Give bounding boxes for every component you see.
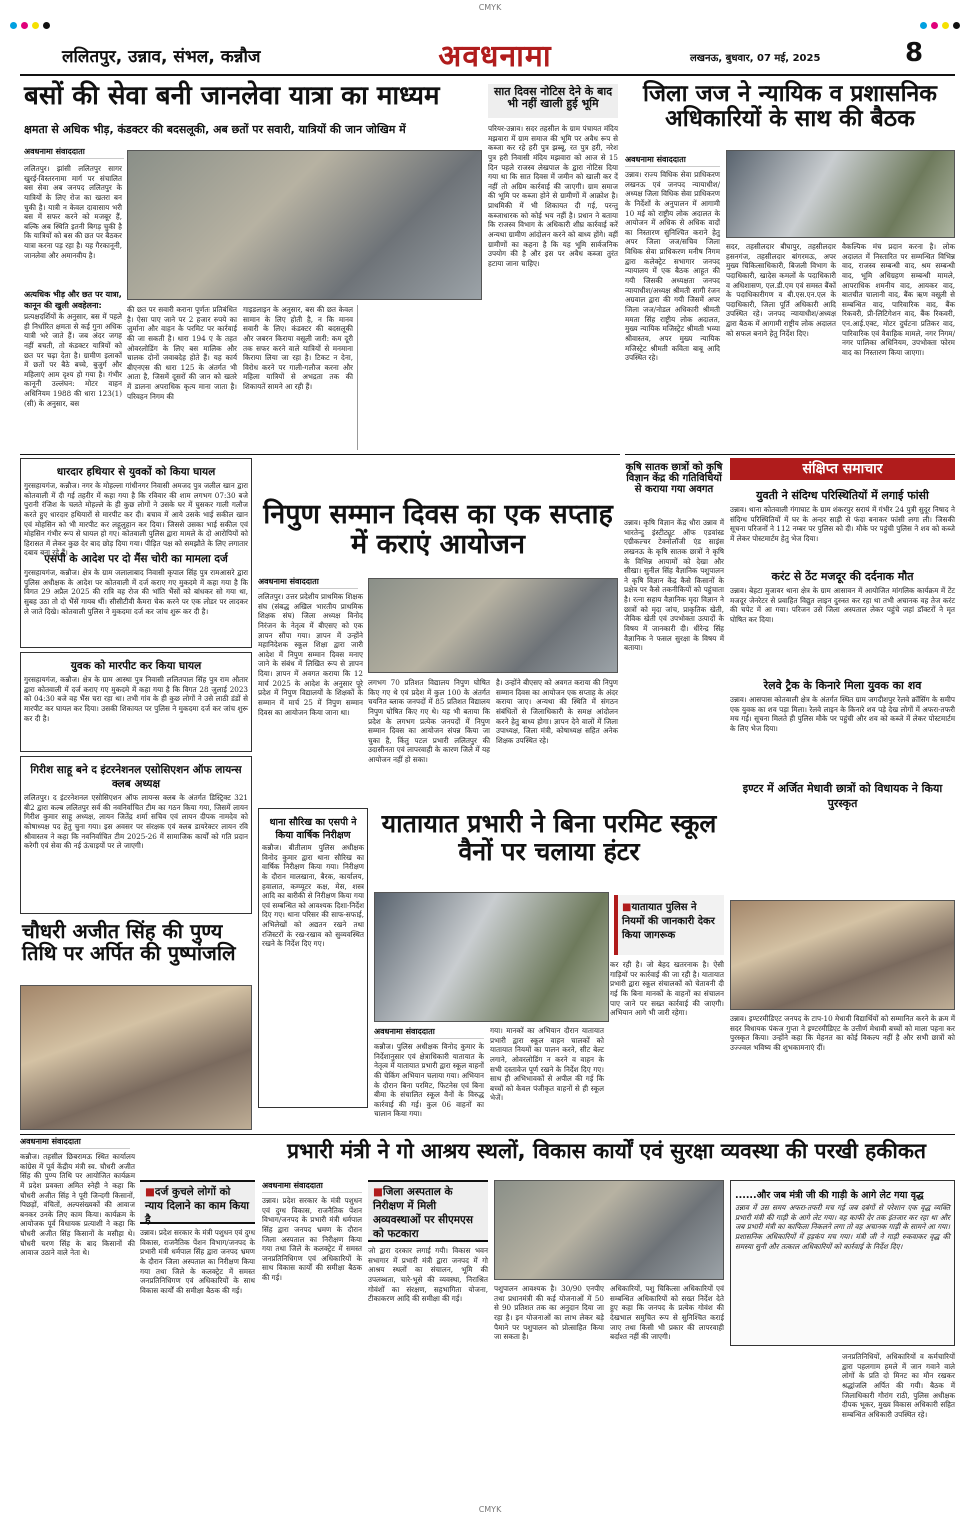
cmyk-registration-top: CMYK [478,3,502,12]
brief-item4-headline: इण्टर में अर्जित मेधावी छात्रों को विधायक ने किया पुरस्कृत [742,782,943,810]
story4-headline: धारदार हथियार से युवकों को किया घायल [56,466,216,478]
story1-col1: ललितपुर। झांसी ललितपुर सागर खुरई-विस्तरनामा मार्ग पर संचालित बस सेवा अब जनपद ललितपुर के यात्रियों के लिए रोज का खतरा बन चुकी है। यात्री न केवल दावासाय भरी बस में सफर करने को मजबूर हैं, बल्कि अब स्थिति इतनी बिगड़ चुकी है कि यात्रियों को बस की छत पर बैठकर यात्रा करना पड़ रहा है। यह गैरकानूनी, जानलेवा और अमानवीय है। [24,164,122,260]
brief-item3-headline: रेलवे ट्रैक के किनारे मिला युवक का शव [763,679,922,692]
story9-headline: निपुण सम्मान दिवस का एक सप्ताह में कराएं आयोजन [263,499,613,560]
story3-byline: अवधनामा संवाददाता [625,154,720,167]
brief-item1-headline: युवती ने संदिग्ध परिस्थितियों में लगाई फांसी [756,489,929,502]
story3-headline: जिला जज ने न्यायिक व प्रशासनिक अधिकारियों के साथ की बैठक [643,81,937,133]
story1-col1-head: अत्यधिक भीड़ और छत पर यात्रा, कानून की खुली अवहेलना: [24,290,122,310]
story2-body: परियर-उन्नाव। सदर तहसील के ग्राम पंचायत मंदिय मझवारा में ग्राम समाज की भूमि पर अवैध रूप से कब्जा कर रहे हरी पुत्र झब्बू, रत पुत्र हरी, नरेश पुत्र हरी निवासी मंदिय मझवारा को आज से 15 दिन पहले राजस्व लेखपाल के द्वारा नोटिस दिया गया था कि सात दिवस में जमीन को खाली कर दें नहीं तो अग्रिम कार्रवाई की जाएगी। ग्राम समाज की भूमि पर कब्जा होने से ग्रामीणों में आक्रोश है। प्राथमिकी में भी शिकायत दी गई, परन्तु कब्जाधारक को कोई भय नहीं है। प्रधान ने बताया कि राजस्व विभाग के अधिकारी शीघ्र कार्रवाई करें अन्यथा ग्रामीण आंदोलन करने को बाध्य होंगे। वहीं ग्रामीणों का कहना है कि यह भूमि सार्वजनिक उपयोग की है और इस पर अवैध कब्जा तुरंत हटाया जाना चाहिए। [488,124,618,268]
story14-headline: ......और जब मंत्री जी की गाड़ी के आगे लेट गया वृद्ध [735,1190,924,1201]
story6-headline: युवक को मारपीट कर किया घायल [70,660,202,672]
story8-byline: अवधनामा संवाददाता [20,1136,130,1149]
section-rule [625,454,955,455]
story13-callout1-text: दर्ज कुचले लोगों को न्याय दिलाने का काम किया है [145,1186,250,1226]
story13-col4: अधिकारियों, पशु चिकित्सा अधिकारियों एवं सम्बन्धित अधिकारियों को सख्त निर्देश देते हुए कहा कि जनपद के प्रत्येक गोवंश की देखभाल समुचित रूप से सुनिश्चित कराई जाए तथा किसी भी प्रकार की लापरवाही बर्दाश्त नहीं की जाएगी। [610,1284,724,1342]
tribute-photo [20,985,252,1130]
story13-col1: उन्नाव। प्रदेश सरकार के मंत्री पशुधन एवं दुग्ध विकास, राजनैतिक पेंशन विभाग/जनपद के प्रभारी मंत्री धर्मपाल सिंह द्वारा जनपद भ्रमण के दौरान जिला अस्पताल का निरीक्षण किया गया तथा जिले के कलक्ट्रेट में समस्त जनप्रतिनिधिगण एवं अधिकारियों के साथ विकास कार्यों की समीक्षा बैठक की गई। [140,1228,255,1295]
story7-body: ललितपुर। द इंटरनेशनल एसोसिएशन ऑफ लायन्स क्लब के अंतर्गत डिस्ट्रिक्ट 321 बी2 द्वारा कल्ब ललितपुर सर्व की नवनिर्वाचित टीम का गठन किया गया, जिसमें लायन गिरीश कुमार साहू अध्यक्ष, लायन जितेंद्र शर्मा सचिव एवं लायन दीपक नामदेव को कोषाध्यक्ष पद हेतु चुना गया। इस अवसर पर संरक्षक एवं क्लब डायरेक्टर लायन रवि श्रीवास्तव ने कहा कि नवनिर्वाचित टीम 2025-26 में सामाजिक कार्यों को गति प्रदान करेगी एवं सेवा की नई ऊंचाइयों पर ले जाएगी। [24,793,248,851]
story3-body3: वैकल्पिक मंच प्रदान करना है। लोक अदालत में निस्तारित पर सम्मन्धित विभिन्न वाद, राजस्व सम्बन्धी वाद, श्रम सम्बन्धी वाद, भूमि अधिग्रहण सम्बन्धी मामले, आपराधिक शमनीय वाद, आयकर वाद, बातचीत चालानी वाद, बैंक ऋण वसूली से सम्बन्धित वाद, पारिवारिक वाद, बैंक रिकवरी, प्री-लिटिगेशन वाद, बैंक रिकवरी, एन.आई.एक्ट, मोटर दुर्घटना प्रतिकर वाद, पारिवारिक एवं वैवाहिक मामले, नगर निगम/नगर पालिका अधिनियम, उपभोक्ता फोरम वाद का निस्तारण किया जाएगा। [842,242,955,358]
story13-headline: प्रभारी मंत्री ने गो आश्रय स्थलों, विकास कार्यों एवं सुरक्षा व्यवस्था की परखी हकीकत [287,1139,926,1163]
story1-col3: गाइडलाइन के अनुसार, बस की छत केवल सामान के लिए होती है, न कि मानव सवारी के लिए। कंडक्टर की बदसलूकी और जबरन किराया वसूली जारी: कम दूरी तक सफर करने वाले यात्रियों से मनमाना किराया लिया जा रहा है। टिकट न देना, विरोध करने पर गाली-गलौज करना और महिला यात्रियों से अभद्रता तक की शिकायतें सामने आ रही हैं। [243,305,353,392]
story13-callout2-text: जिला अस्पताल के निरीक्षण में मिली अव्यवस्थाओं पर सीएमएस को फटकारा [373,1186,473,1240]
crime-briefs-box [20,458,252,648]
school-van-check-photo [374,892,609,1022]
brief-column [730,484,955,894]
story13-col2: जो द्वारा दरकार लगाई गयी। विकास भवन सभागार में प्रभारी मंत्री द्वारा जनपद में गो आश्रय स्थलों का संचालन, भूमि की उपलब्धता, चारे-भूसे की व्यवस्था, निराश्रित गोवंशों का संरक्षण, सहभागिता योजना, टीकाकरण आदि की समीक्षा की गई। [368,1246,488,1304]
story1-col1b: प्रत्यक्षदर्शियों के अनुसार, बस में पहले ही निर्धारित क्षमता से कई गुना अधिक यात्री भरे जाते हैं। जब अंदर जगह नहीं बचती, तो कंडक्टर यात्रियों को छत पर चढ़ा देता है। ग्रामीण इलाकों में छतों पर बैठे बच्चे, बुजुर्ग और महिलाएं आम दृश्य हो गया है। गंभीर कानूनी उल्लंघन: मोटर वाहन अधिनियम 1988 की धारा 123(1)(सी) के अनुसार, बस [24,312,122,408]
story7-box [20,756,252,914]
story8-body: कन्नौज। तहसील छिबरामऊ स्थित कार्यालय कांग्रेस में पूर्व केंद्रीय मंत्री स्व. चौधरी अजीत सिंह की पुण्य तिथि पर आयोजित कार्यक्रम में प्रदेश प्रवक्ता अमित स्नेही ने कहा कि चौधरी अजीत सिंह ने पूरी जिन्दगी किसानों, पिछड़ों, वंचितों, अल्पसंख्यकों की आवाज बनकर उनके लिए काम किया। कार्यक्रम के आयोजक पूर्व विधायक प्रत्याशी ने कहा कि चौधरी अजीत सिंह किसानों के मसीहा थे। चौधरी चरण सिंह के बाद किसानों की आवाज उठाने वाले नेता थे। [20,1152,135,1258]
story4-body: गुरसहायगंज, कन्नौज। नगर के मोहल्ला गांधीनगर निवासी अमजद पुत्र जलील खान द्वारा कोतवाली में दी गई तहरीर में कहा गया है कि रविवार की शाम लगभग 07:30 बजे पुरानी रंजिश के चलते मोहल्ले के ही कुछ लोगों ने उसके घर में घुसकर गाली गलौज करते हुए धारदार हथियारों से मारपीट कर दी। बचाव में आये उसके भाई सकील खान एवं मोहसिन को भी मारपीट कर लहूलुहान कर दिया। जिससे उसका भाई सकील एवं मोहसिन गंभीर रूप से घायल हो गए। कोतवाली पुलिस द्वारा मामले के दो आरोपियों को हिरासत में लेकर कुछ देर बाद छोड़ दिया गया। पीड़ित पक्ष को समझौते के लिए लगातार दबाव बना रहे हैं। [24,481,248,558]
story14-box [730,1180,955,1346]
story8-headline: चौधरी अजीत सिंह की पुण्य तिथि पर अर्पित की पुष्पांजलि [22,919,236,965]
story14-body: उन्नाव में उस समय अफरा-तफरी मच गई जब दबंगों से परेशान एक वृद्ध व्यक्ति प्रभारी मंत्री की गाड़ी के आगे लेट गया। वह काफी देर तक इंतजार कर रहा था और जब प्रभारी मंत्री का काफिला निकलने लगा तो वह अचानक गाड़ी के सामने आ गया। प्रशासनिक अधिकारियों में हड़कंप मच गया। मंत्री जी ने गाड़ी रुकवाकर वृद्ध की समस्या सुनी और तत्काल अधिकारियों को कार्रवाई के निर्देश दिए। [735,1203,950,1251]
brief-item4-body: उन्नाव। इण्टरमीडिएट जनपद के टाप-10 मेधावी विद्यार्थियों को सम्मानित करने के क्रम में सदर विधायक पंकज गुप्ता ने इण्टरमीडिएट के उत्तीर्ण मेधावी बच्चों को माला पहना कर पुरस्कृत किया। उन्होंने कहा कि मेहनत का कोई विकल्प नहीं है और सभी छात्रों को उज्ज्वल भविष्य की शुभकामनाएं दीं। [730,1014,955,1052]
story1-byline: अवधनामा संवाददाता [24,146,124,159]
story13-col3: पशुपालन आवश्यक है। 30/90 एनपीए तथा प्रधानमंत्री की कई योजनाओं में 50 से 90 प्रतिशत तक का अनुदान दिया जा रहा है। इन योजनाओं का लाभ लेकर बड़े पैमाने पर पशुपालन को प्रोत्साहित किया जा सकता है। [494,1284,604,1342]
story13-col5: जनप्रतिनिधियों, अधिकारियों व कर्मचारियों द्वारा पहलगाम हमले में जान गवाने वाले लोगों के प्रति दो मिनट का मौन रखकर श्रद्धांजलि अर्पित की गयी। बैठक में जिलाधिकारी गौरांग राठी, पुलिस अधीक्षक दीपक भूकर, मुख्य विकास अधिकारी सहित सम्बन्धित अधिकारी उपस्थित रहे। [842,1352,955,1419]
story11-body: कन्नौज। बीतीलाम पुलिस अधीक्षक विनोद कुमार द्वारा थाना सौरिख का वार्षिक निरीक्षण किया गया। निरीक्षण के दौरान मालखाना, बैरक, कार्यालय, हवालात, कम्प्यूटर कक्ष, मेस, शस्त्र आदि का बारीकी से निरीक्षण किया गया एवं सम्बन्धित को आवश्यक दिशा-निर्देश दिए गए। थाना परिसर की साफ-सफाई, अभिलेखों को अद्यतन रखने तथा रजिस्टरों के रख-रखाव को सुव्यवस्थित रखने के निर्देश दिए गए। [262,843,364,949]
story13-callout2 [368,1180,488,1242]
bus-rooftop-photo [127,150,482,300]
story12-headline: यातायात प्रभारी ने बिना परमिट स्कूल वैनों पर चलाया हंटर [381,809,717,866]
memorandum-photo [368,578,618,673]
story13-col1b: उन्नाव। प्रदेश सरकार के मंत्री पशुधन एवं दुग्ध विकास, राजनैतिक पेंशन विभाग/जनपद के प्रभारी मंत्री धर्मपाल सिंह द्वारा जनपद भ्रमण के दौरान जिला अस्पताल का निरीक्षण किया गया तथा जिले के कलक्ट्रेट में समस्त जनप्रतिनिधिगण एवं अधिकारियों के साथ विकास कार्यों की समीक्षा बैठक की गई। [262,1196,362,1283]
masthead-rule [20,74,955,76]
story11-box [258,808,368,1108]
students-award-photo [730,900,955,1010]
brief-title: संक्षिप्त समाचार [730,458,955,480]
story6-box [20,652,252,752]
story1-subhead: क्षमता से अधिक भीड़, कंडक्टर की बदसलूकी, अब छतों पर सवारी, यात्रियों की जान जोखिम में [24,123,406,136]
square-bullet-icon [373,1186,383,1198]
story9-col1: ललितपुर। उत्तर प्रदेशीय प्राथमिक शिक्षक संघ (संबद्ध अखिल भारतीय प्राथमिक शिक्षक संघ) जिला अध्यक्ष विनोद निरंजन के नेतृत्व में बीएसए को एक ज्ञापन सौंपा गया। ज्ञापन में उन्होंने महानिदेशक स्कूल शिक्षा द्वारा जारी आदेश में निपुण सम्मान दिवस मनाए जाने के संबंध में लिखित रूप से ज्ञापन दिया। ज्ञापन में अवगत कराया कि 12 मार्च 2025 के आदेश के अनुसार पूरे प्रदेश में निपुण विद्यालयों के शिक्षकों के सम्मान में मार्च 25 में निपुण सम्मान दिवस का आयोजन किया जाना था। [258,592,363,717]
color-registration-dots-right [920,22,960,29]
section-rule [20,1134,955,1135]
brief-item2-headline: करंट से ठेंट मजदूर की दर्दनाक मौत [771,570,914,583]
color-registration-dots-left [10,22,50,29]
col-divider [357,305,358,450]
story9-col3: है। उन्होंने बीएसए को अवगत कराया की निपुण सम्मान दिवस का आयोजन एक सप्ताह के अंदर कराया जाए। अन्यथा की स्थिति में संगठन संबंधितों से जिलाधिकारी के समक्ष आंदोलन करने हेतु बाध्य होगा। ज्ञापन देने वालों में जिला उपाध्यक्ष, जिला मंत्री, कोषाध्यक्ष सहित अनेक शिक्षक उपस्थित रहे। [496,678,618,745]
page-number: 8 [905,38,924,68]
story11-headline: थाना सौरिख का एसपी ने किया वार्षिक निरीक्षण [269,817,357,841]
story9-byline: अवधनामा संवाददाता [258,576,358,589]
story6-body: गुरसहायगंज, कन्नौज। क्षेत्र के ग्राम आस्था पुत्र निवासी ललितपाल सिंह पुत्र राम औतार द्वारा कोतवाली में दर्ज कराए गए मुकदमे में कहा गया है कि विगत 28 जुलाई 2023 को 04:30 बजे वह भैंस चरा रहा था। तभी गांव के ही कुछ लोगों ने उसे लाठी डंडों से मारपीट कर घायल कर दिया। उसकी शिकायत पर पुलिस ने मुकदमा दर्ज कर जांच शुरू कर दी है। [24,675,248,723]
story12-callout-text: यातायात पुलिस ने नियमों की जानकारी देकर किया जागरूक [622,902,715,941]
meeting-photo [726,150,955,238]
story13-byline: अवधनामा संवाददाता [262,1180,362,1193]
story3-body1: उन्नाव। राज्य विधिक सेवा प्राधिकरण लखनऊ एवं जनपद न्यायाधीश/अध्यक्ष जिला विधिक सेवा प्राधिकरण के निर्देशों के अनुपालन में आगामी 10 मई को राष्ट्रीय लोक अदालत के आयोजन में अधिक से अधिक वादों का निस्तारण सुनिश्चित कराने हेतु अपर जिला जज/सचिव जिला विधिक सेवा प्राधिकरण मनीष निगम द्वारा कलेक्ट्रेट सभागार जनपद न्यायालय में एक बैठक आहूत की गयी जिसकी अध्यक्षता जनपद न्यायाधीश/अध्यक्ष श्रीमती सागी रंजन अग्रवाल द्वारा की गयी जिसमें अपर जिला जज/नोडल अधिकारी श्रीमती ममता सिंह राष्ट्रीय लोक अदालत, मुख्य न्यायिक मजिस्ट्रेट श्रीमती भव्या श्रीवास्तव, अपर मुख्य न्यायिक मजिस्ट्रेट श्रीमती कविता बाबू आदि उपस्थित रहे। [625,170,720,363]
story12-col2: गया। मानकों का अभियान दौरान यातायात प्रभारी द्वारा स्कूल वाहन चालकों को यातायात नियमों का पालन करने, सीट बेल्ट लगाने, ओवरलोडिंग न करने व वाहन के सभी दस्तावेज पूर्ण रखने के निर्देश दिए गए। साथ ही अभिभावकों से अपील की गई कि बच्चों को केवल पंजीकृत वाहनों से ही स्कूल भेजें। [490,1026,604,1103]
masthead-logo: अवधनामा [438,39,552,74]
story2-headline: सात दिवस नोटिस देने के बाद भी नहीं खाली हुई भूमि [488,84,618,118]
cmyk-registration-bottom: CMYK [478,1505,502,1514]
brief-item3-body: उन्नाव। आसपास कोतवाली क्षेत्र के अंतर्गत स्थित ग्राम जगदीशपुर रेलवे क्रॉसिंग के समीप एक युवक का शव पड़ा मिला। रेलवे लाइन के किनारे शव पड़े देख लोगों में अफरा-तफरी मच गई। सूचना मिलते ही पुलिस मौके पर पहुंची और शव को कब्जे में लेकर पोस्टमार्टम के लिए भेज दिया। [730,695,955,733]
story1-headline: बसों की सेवा बनी जानलेवा यात्रा का माध्यम [24,81,440,111]
story10-headline: कृषि सातक छात्रों को कृषि विज्ञान केंद्र की गतिविधियों से कराया गया अवगत [625,462,723,495]
brief-item1-body: उन्नाव। थाना कोतवाली गंगाघाट के ग्राम शंकरपुर सरायं में गंभीर 24 पुत्री सुदूर निषाद ने संदिग्ध परिस्थितियों में घर के अन्दर साड़ी से फंदा बनाकर फांसी लगा ली। जिसकी सूचना परिजनों ने 112 नम्बर पर पुलिस को दी। मौके पर पहुंची पुलिस ने शव को कब्जे में लेकर पोस्टमार्टम हेतु भेज दिया। [730,505,955,543]
story5-body: गुरसहायगंज, कन्नौज। क्षेत्र के ग्राम जलालाबाद निवासी कृपाल सिंह पुत्र रामआसरे द्वारा पुलिस अधीक्षक के आदेश पर कोतवाली में दर्ज कराए गए मुकदमे में कहा गया है कि विगत 29 अप्रैल 2025 की रात्रि वह रोज की भांति भैंसों को बांधकर सो गया था, सुबह उठा तो दो भैंसें गायब थीं। सीसीटीवी कैमरा चेक करने पर एक लोडर पर लादकर ले जाते दिखे। कोतवाली पुलिस ने मुकदमा दर्ज कर जांच शुरू कर दी है। [24,568,248,616]
story10-body: उन्नाव। कृषि विज्ञान केंद्र धौरा उन्नाव में भारतेन्दु इंस्टीट्यूट ऑफ एडवांस्ड एग्रीकल्चर टेक्नोलॉजी एंड साइंस लखनऊ के कृषि सातक छात्रों ने कृषि के विभिन्न आयामों को देखा और सीखा। सुनील सिंह वैज्ञानिक पशुपालन ने कृषि विज्ञान केंद्र कैसे किसानों के प्रक्षेत्र पर कैसे तकनीकियों को पहुंचाता है। रत्ना सहाय वैज्ञानिक मृदा विज्ञान ने छात्रों को मृदा जांच, प्राकृतिक खेती, जैविक खेती एवं उपभोक्ता उत्पादों के विषय में जानकारी दी। धीरेन्द्र सिंह वैज्ञानिक ने फसल सुरक्षा के विषय में बताया। [624,518,724,653]
section-rule [20,454,620,455]
story12-col3: कर रही है। जो बेहद खतरनाक है। ऐसी गाड़ियों पर कार्रवाई की जा रही है। यातायात प्रभारी द्वारा स्कूल संचालकों को चेतावनी दी गई कि बिना मानकों के वाहनों का संचालन पाए जाने पर सख्त कार्रवाई की जाएगी। अभियान आगे भी जारी रहेगा। [610,960,724,1018]
minister-review-photo [494,1180,724,1280]
story12-byline: अवधनामा संवाददाता [374,1026,484,1039]
story7-headline: गिरीश साहू बने द इंटरनेशनल एसोसिएशन ऑफ लायन्स क्लब अध्यक्ष [30,764,242,790]
story1-col2: की छत पर सवारी कराना पूर्णतः प्रतिबंधित है। ऐसा पाए जाने पर 2 हजार रुपये का जुर्माना और वाहन के परमिट पर कार्रवाई की जा सकती है। धारा 194 ए के तहत ओवरलोडिंग के लिए बस मालिक और चालक दोनों जवाबदेह होते हैं। यह कार्य बीएनएस की धारा 125 के अंतर्गत भी आता है, जिसमें दूसरों की जान को खतरे में डालना अपराधिक कृत्य माना जाता है। परिवहन निगम की [127,305,237,401]
story12-callout [614,895,724,955]
masthead-dateline: लखनऊ, बुधवार, 07 मई, 2025 [690,53,821,64]
story3-body2: सदर, तहसीलदार बीघापुर, तहसीलदार हसनगंज, तहसीलदार बांगरमऊ, अपर मुख्य चिकित्साधिकारी, बिजली विभाग के पदाधिकारी, खादेस कमलों के पदाधिकारी व अधिशासण, एल.डी.एम एवं समस्त बैंकों के पदाधिकारीगण व बी.एस.एन.एल के पदाधिकारी, जिला पूर्ति अधिकारी आदि उपस्थित रहे। जनपद न्यायाधीश/अध्यक्ष द्वारा बैठक में आगामी राष्ट्रीय लोक अदालत को सफल बनाने हेतु निर्देश दिए। [726,242,836,338]
story5-headline: एसपी के आदेश पर दो मैंस चोरी का मामला दर्ज [44,553,228,565]
story13-callout1 [140,1180,255,1224]
brief-item2-body: उन्नाव। बेहटा मुजावर थाना क्षेत्र के ग्राम आसावन में आयोजित मांगलिक कार्यक्रम में टेंट मजदूर जेनरेटर से प्रवाहित विद्युत लाइन दुरुस्त कर रहा था तभी अचानक वह तेज करंट की चपेट में आ गया। परिजन उसे जिला अस्पताल लेकर पहुंचे जहां डॉक्टरों ने मृत घोषित कर दिया। [730,586,955,624]
masthead-locations: ललितपुर, उन्नाव, संभल, कन्नौज [62,47,261,67]
square-bullet-icon [145,1186,155,1198]
story12-col1: कन्नौज। पुलिस अधीक्षक विनोद कुमार के निर्देशानुसार एवं क्षेत्राधिकारी यातायात के नेतृत्व में यातायात प्रभारी द्वारा स्कूल वाहनों की चेकिंग अभियान चलाया गया। अभियान के दौरान बिना परमिट, फिटनेस एवं बिना बीमा के संचालित स्कूल वैनों के विरुद्ध कार्रवाई की गई। कुल 06 वाहनों का चालान किया गया। [374,1042,484,1119]
story9-col2: लगभग 70 प्रतिशत विद्यालय निपुण घोषित किए गए थे एवं प्रदेश में कुल 100 के अंतर्गत चयनित ब्लाक जनपदों में 85 प्रतिशत विद्यालय निपुण घोषित किए गए थे। यह भी बताया कि प्रदेश के लगभग प्रत्येक जनपदों में निपुण सम्मान दिवस का आयोजन संपन्न किया जा चुका है, किंतु पटल प्रभारी ललितपुर की उदासीनता एवं लापरवाही के कारण जिले में यह आयोजन नहीं हो सका। [368,678,490,765]
